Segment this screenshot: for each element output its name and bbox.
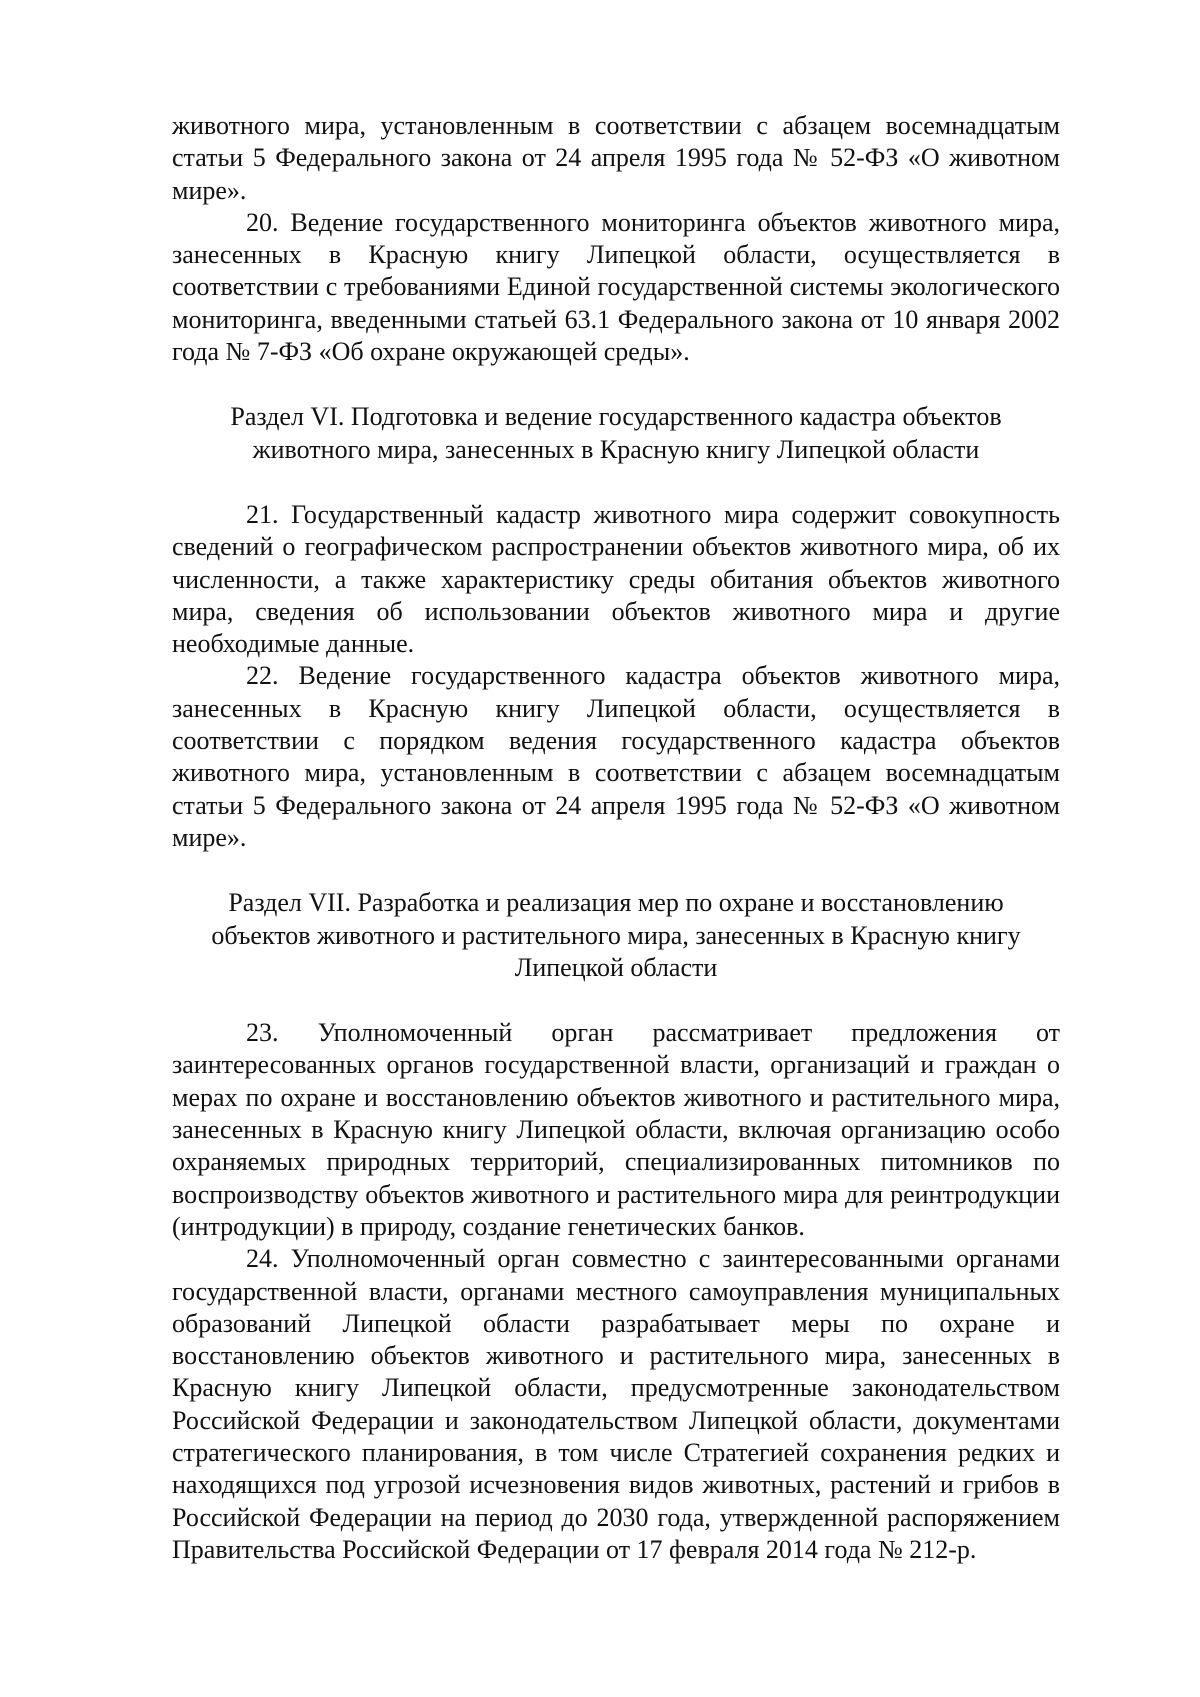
section-6-heading-line-1: Раздел VI. Подготовка и ведение государственного кадастра объектов	[230, 402, 1002, 432]
section-7-heading	[172, 887, 1060, 984]
paragraph-22: 22. Ведение государственного кадастра объектов животного мира, занесенных в Красную книгу Липецкой области, осуществляется в соответствии с порядком ведения государственного кадастра объектов животного мира, установленным в соответствии с абзацем восемнадцатым статьи 5 Федерального закона от 24 апреля 1995 года № 52-ФЗ «О животном мире».	[172, 661, 1060, 852]
spacer	[172, 854, 1060, 887]
paragraph-20: 20. Ведение государственного мониторинга объектов животного мира, занесенных в Красную книгу Липецкой области, осуществляется в соответствии с требованиями Единой государственной системы экологического мониторинга, введенными статьей 63.1 Федерального закона от 10 января 2002 года № 7-ФЗ «Об охране окружающей среды».	[172, 207, 1060, 367]
spacer	[172, 466, 1060, 499]
section-7-heading-line-3: Липецкой области	[514, 952, 718, 982]
paragraph-21: 21. Государственный кадастр животного мира содержит совокупность сведений о географическом распространении объектов животного мира, об их численности, а также характеристику среды обитания объектов животного мира, сведения об использовании объектов животного мира и другие необходимые данные.	[172, 499, 1060, 659]
section-7-heading-line-1: Раздел VII. Разработка и реализация мер по охране и восстановлению	[228, 888, 1004, 918]
spacer	[172, 368, 1060, 401]
section-7-heading-line-2: объектов животного и растительного мира, занесенных в Красную книгу	[211, 920, 1021, 950]
paragraph-continuation: животного мира, установленным в соответствии с абзацем восемнадцатым статьи 5 Федерального закона от 24 апреля 1995 года № 52-ФЗ «О животном мире».	[172, 111, 1060, 205]
paragraph-24: 24. Уполномоченный орган совместно с заинтересованными органами государственной власти, органами местного самоуправления муниципальных образований Липецкой области разрабатывает меры по охране и восстановлению объектов животного и растительного мира, занесенных в Красную книгу Липецкой области, предусмотренные законодательством Российской Федерации и законодательством Липецкой области, документами стратегического планирования, в том числе Стратегией сохранения редких и находящихся под угрозой исчезновения видов животных, растений и грибов в Российской Федерации на период до 2030 года, утвержденной распоряжением Правительства Российской Федерации от 17 февраля 2014 года № 212-р.	[172, 1244, 1060, 1564]
section-6-heading-line-2: животного мира, занесенных в Красную книгу Липецкой области	[252, 434, 980, 464]
paragraph-23: 23. Уполномоченный орган рассматривает предложения от заинтересованных органов государственной власти, организаций и граждан о мерах по охране и восстановлению объектов животного и растительного мира, занесенных в Красную книгу Липецкой области, включая организацию особо охраняемых природных территорий, специализированных питомников по воспроизводству объектов животного и растительного мира для реинтродукции (интродукции) в природу, создание генетических банков.	[172, 1018, 1060, 1241]
section-6-heading	[172, 401, 1060, 466]
spacer	[172, 984, 1060, 1017]
